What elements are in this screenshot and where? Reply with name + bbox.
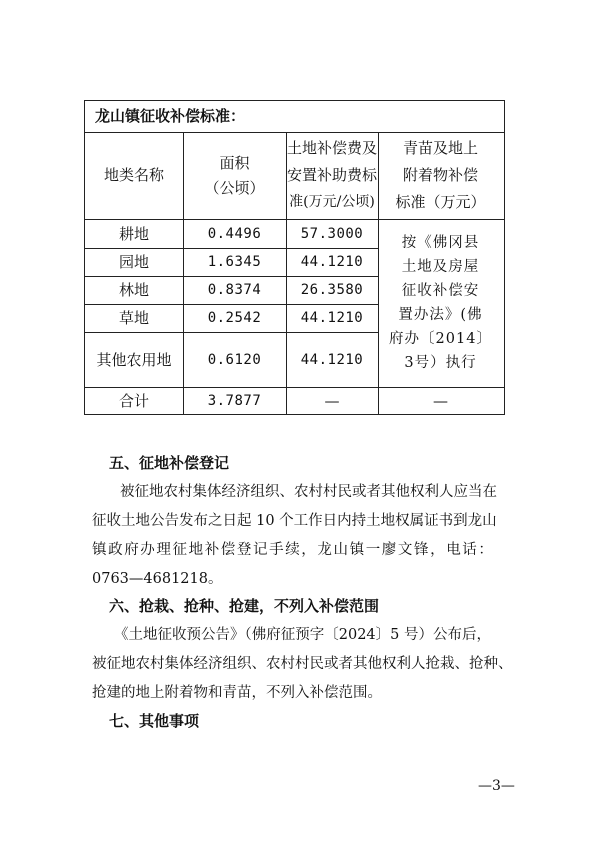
table-row-fee: 44.1210 bbox=[300, 310, 364, 326]
note-line: 3号）执行 bbox=[404, 355, 477, 371]
header-area-unit: （公顷） bbox=[204, 178, 265, 197]
paragraph-line: 被征地农村集体经济组织、农村村民或者其他权利人应当在 bbox=[120, 484, 497, 500]
table-row-area: 0.8374 bbox=[207, 282, 262, 298]
table-row-name: 草地 bbox=[118, 309, 149, 327]
note-line: 府办〔2014〕 bbox=[389, 331, 492, 347]
total-crop: — bbox=[433, 391, 448, 410]
paragraph-line: 被征地农村集体经济组织、农村村民或者其他权利人抢栽、抢种、 bbox=[92, 656, 513, 672]
header-fee-line: 土地补偿费及 bbox=[286, 139, 377, 157]
total-label: 合计 bbox=[118, 391, 149, 410]
table-row-name: 园地 bbox=[118, 253, 149, 271]
note-line: 土地及房屋 bbox=[401, 259, 480, 275]
section-heading: 五、征地补偿登记 bbox=[109, 454, 230, 472]
table-row-fee: 44.1210 bbox=[300, 254, 364, 270]
header-land-type bbox=[85, 132, 183, 219]
note-line: 置办法》(佛 bbox=[398, 307, 483, 323]
note-line: 按《佛冈县 bbox=[401, 235, 480, 251]
header-fee-line: 准(万元/公顷) bbox=[289, 194, 375, 210]
header-fee-line: 安置补助费标 bbox=[286, 166, 377, 184]
table-row-name: 林地 bbox=[118, 281, 149, 299]
table-row-name: 其他农用地 bbox=[96, 350, 172, 369]
note-line: 征收补偿安 bbox=[401, 283, 480, 299]
section-heading: 六、抢栽、抢种、抢建，不列入补偿范围 bbox=[109, 597, 380, 615]
header-land-fee bbox=[286, 132, 378, 219]
paragraph-line: 征收土地公告发布之日起 10 个工作日内持土地权属证书到龙山 bbox=[92, 513, 497, 529]
header-crop-line: 标准（万元） bbox=[395, 193, 486, 211]
merged-note-cell bbox=[378, 219, 503, 387]
section-heading: 七、其他事项 bbox=[109, 712, 200, 730]
paragraph-line: 抢建的地上附着物和青苗，不列入补偿范围。 bbox=[92, 685, 382, 701]
paragraph-line: 《土地征收预公告》（佛府征预字〔2024〕5 号）公布后， bbox=[114, 627, 491, 643]
table-row-name: 耕地 bbox=[118, 224, 149, 243]
table-row-area: 0.6120 bbox=[207, 351, 262, 368]
header-crop-fee bbox=[378, 132, 503, 219]
total-area: 3.7877 bbox=[207, 392, 262, 409]
header-area bbox=[183, 132, 286, 219]
table-row-fee: 57.3000 bbox=[300, 225, 364, 242]
header-crop-line: 附着物补偿 bbox=[402, 166, 478, 184]
paragraph-line: 0763—4681218。 bbox=[92, 571, 223, 587]
table-row-area: 1.6345 bbox=[207, 254, 262, 270]
section-paragraph bbox=[92, 621, 524, 708]
section-paragraph bbox=[92, 478, 524, 594]
compensation-table bbox=[84, 100, 505, 415]
table-row-fee: 26.3580 bbox=[300, 282, 364, 298]
total-fee: — bbox=[324, 391, 340, 410]
table-row-fee: 44.1210 bbox=[300, 351, 364, 368]
table-row-area: 0.4496 bbox=[207, 225, 262, 242]
header-land-type-label: 地类名称 bbox=[103, 166, 164, 184]
table-row-area: 0.2542 bbox=[207, 310, 262, 326]
table-caption: 龙山镇征收补偿标准： bbox=[95, 107, 246, 125]
paragraph-line: 镇政府办理征地补偿登记手续，龙山镇一廖文锋，电话： bbox=[92, 542, 495, 558]
page-number: —3— bbox=[478, 778, 515, 794]
header-area-label: 面积 bbox=[219, 153, 250, 172]
header-crop-line: 青苗及地上 bbox=[402, 139, 478, 157]
